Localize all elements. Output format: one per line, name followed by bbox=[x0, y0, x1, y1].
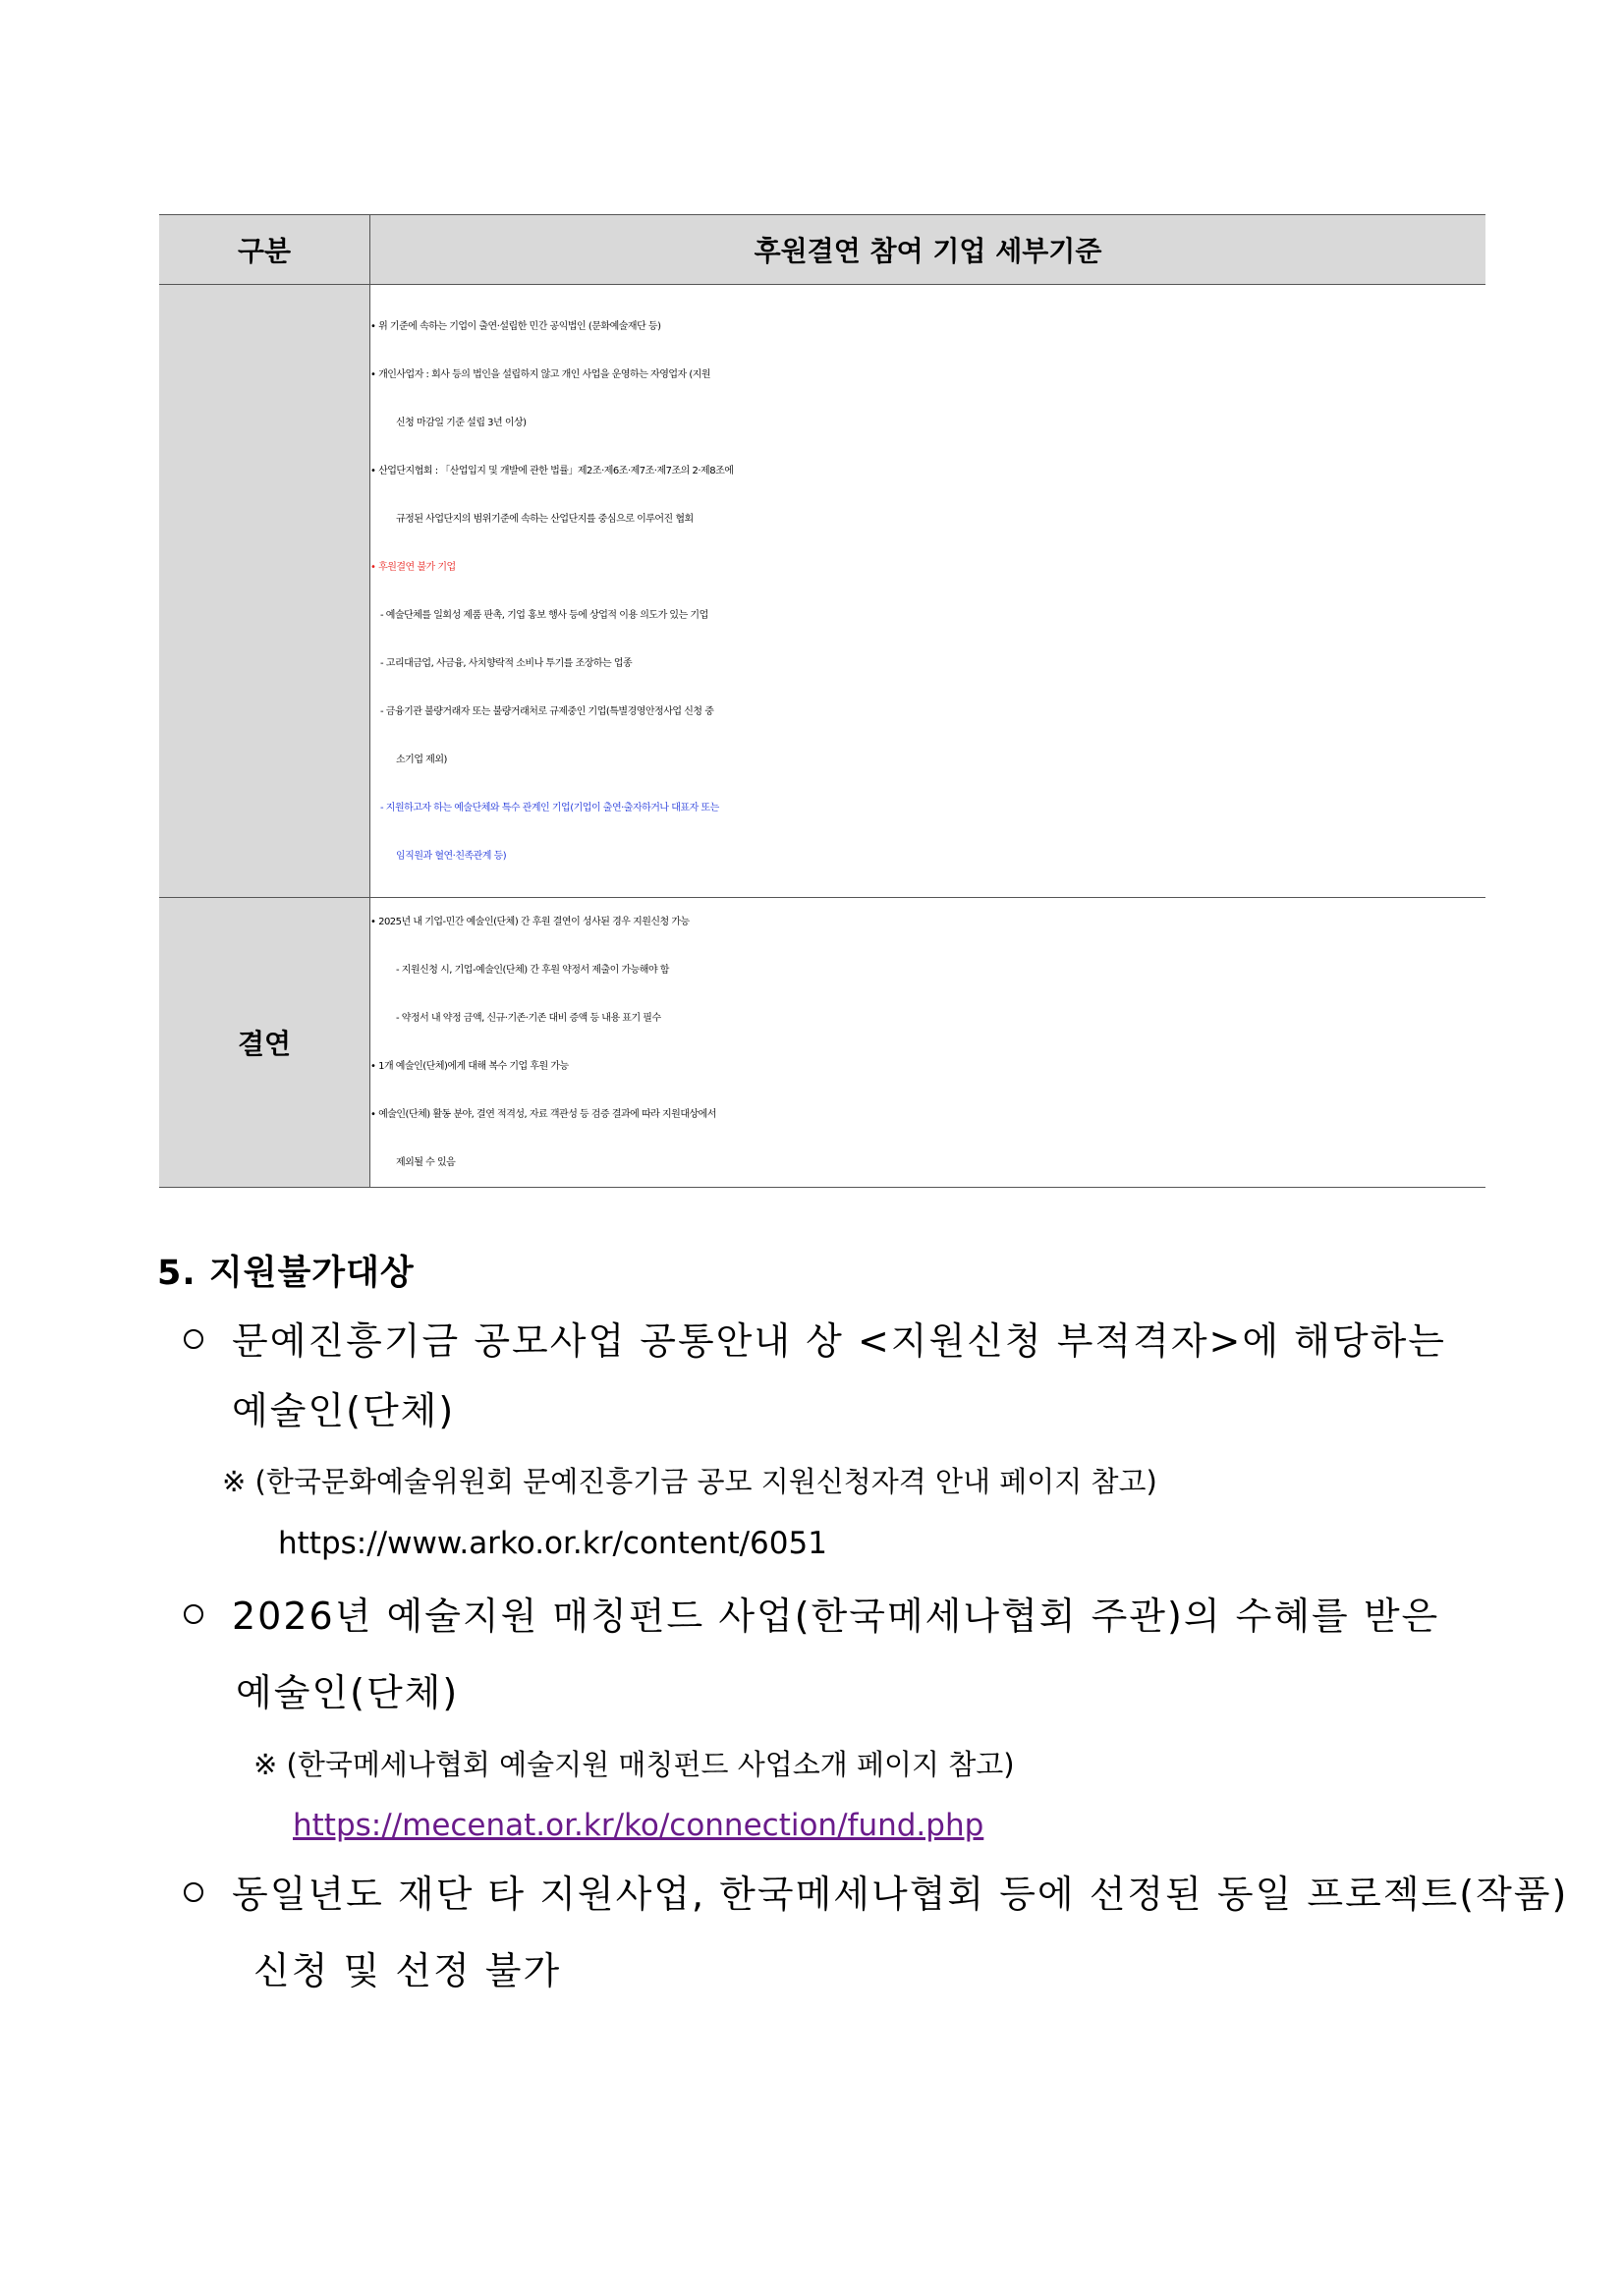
table-header-row bbox=[159, 215, 1485, 285]
reference-url: https://www.arko.or.kr/content/6051 bbox=[278, 1526, 827, 1561]
section-title: 5. 지원불가대상 bbox=[157, 1254, 415, 1293]
circle-bullet-icon bbox=[184, 1604, 203, 1624]
row-content bbox=[370, 898, 1486, 1188]
list-item: • 개인사업자 : 회사 등의 법인을 설립하지 않고 개인 사업을 운영하는 자영업자 (지원 bbox=[370, 368, 711, 380]
list-item: • 1개 예술인(단체)에게 대해 복수 기업 후원 가능 bbox=[370, 1061, 569, 1072]
criteria-table bbox=[159, 214, 1485, 1188]
header-criteria: 후원결연 참여 기업 세부기준 bbox=[370, 215, 1486, 285]
table-row bbox=[159, 898, 1485, 1188]
circle-bullet-icon bbox=[184, 1882, 203, 1902]
list-item: - 예술단체를 일회성 제품 판촉, 기업 홍보 행사 등에 상업적 이용 의도가 있는 기업 bbox=[380, 609, 708, 621]
item-text: 예술인(단체) bbox=[232, 1389, 456, 1432]
item-text: 2026년 예술지원 매칭펀드 사업(한국메세나협회 주관)의 수혜를 받은 bbox=[232, 1595, 1440, 1638]
row-label bbox=[159, 285, 370, 898]
list-item: • 2025년 내 기업-민간 예술인(단체) 간 후원 결연이 성사된 경우 지원신청 가능 bbox=[370, 917, 690, 927]
list-item: - 지원하고자 하는 예술단체와 특수 관계인 기업(기업이 출연·출자하거나 대표자 또는 bbox=[380, 802, 719, 813]
reference-note: ※ (한국메세나협회 예술지원 매칭펀드 사업소개 페이지 참고) bbox=[253, 1748, 1015, 1781]
list-item: - 지원신청 시, 기업-예술인(단체) 간 후원 약정서 제출이 가능해야 함 bbox=[396, 965, 669, 976]
row-label: 결연 bbox=[159, 898, 370, 1188]
item-text: 문예진흥기금 공모사업 공통안내 상 <지원신청 부적격자>에 해당하는 bbox=[232, 1319, 1446, 1363]
list-item: • 후원결연 불가 기업 bbox=[370, 561, 456, 573]
list-item: 규정된 사업단지의 범위기준에 속하는 산업단지를 중심으로 이루어진 협회 bbox=[396, 513, 694, 525]
list-item: 제외될 수 있음 bbox=[396, 1157, 456, 1168]
list-item: • 위 기준에 속하는 기업이 출연·설립한 민간 공익법인 (문화예술재단 등) bbox=[370, 320, 661, 332]
table-row bbox=[159, 285, 1485, 898]
item-text: 동일년도 재단 타 지원사업, 한국메세나협회 등에 선정된 동일 프로젝트(작품) bbox=[232, 1873, 1569, 1916]
reference-link-text[interactable]: https://mecenat.or.kr/ko/connection/fund.php bbox=[293, 1808, 984, 1843]
list-item: 임직원과 혈연·친족관계 등) bbox=[396, 850, 507, 862]
row-content bbox=[370, 285, 1486, 898]
list-item: 소기업 제외) bbox=[396, 754, 447, 765]
list-item: - 금융기관 불량거래자 또는 불량거래처로 규제중인 기업(특별경영안정사업 신청 중 bbox=[380, 705, 714, 717]
item-text: 신청 및 선정 불가 bbox=[253, 1949, 562, 1992]
list-item: • 산업단지협회 : 「산업입지 및 개발에 관한 법률」제2조·제6조·제7조·제7조의 2·제8조에 bbox=[370, 465, 734, 476]
header-category: 구분 bbox=[159, 215, 370, 285]
reference-link[interactable] bbox=[293, 1808, 983, 1843]
list-item: - 고리대금업, 사금융, 사치향락적 소비나 투기를 조장하는 업종 bbox=[380, 657, 633, 669]
item-text: 예술인(단체) bbox=[236, 1671, 460, 1714]
circle-bullet-icon bbox=[184, 1329, 203, 1349]
reference-note: ※ (한국문화예술위원회 문예진흥기금 공모 지원신청자격 안내 페이지 참고) bbox=[222, 1465, 1157, 1498]
list-item: • 예술인(단체) 활동 분야, 결연 적격성, 자료 객관성 등 검증 결과에 따라 지원대상에서 bbox=[370, 1109, 716, 1120]
list-item: - 약정서 내 약정 금액, 신규·기존·기존 대비 증액 등 내용 표기 필수 bbox=[396, 1013, 661, 1024]
list-item: 신청 마감일 기준 설립 3년 이상) bbox=[396, 417, 527, 428]
